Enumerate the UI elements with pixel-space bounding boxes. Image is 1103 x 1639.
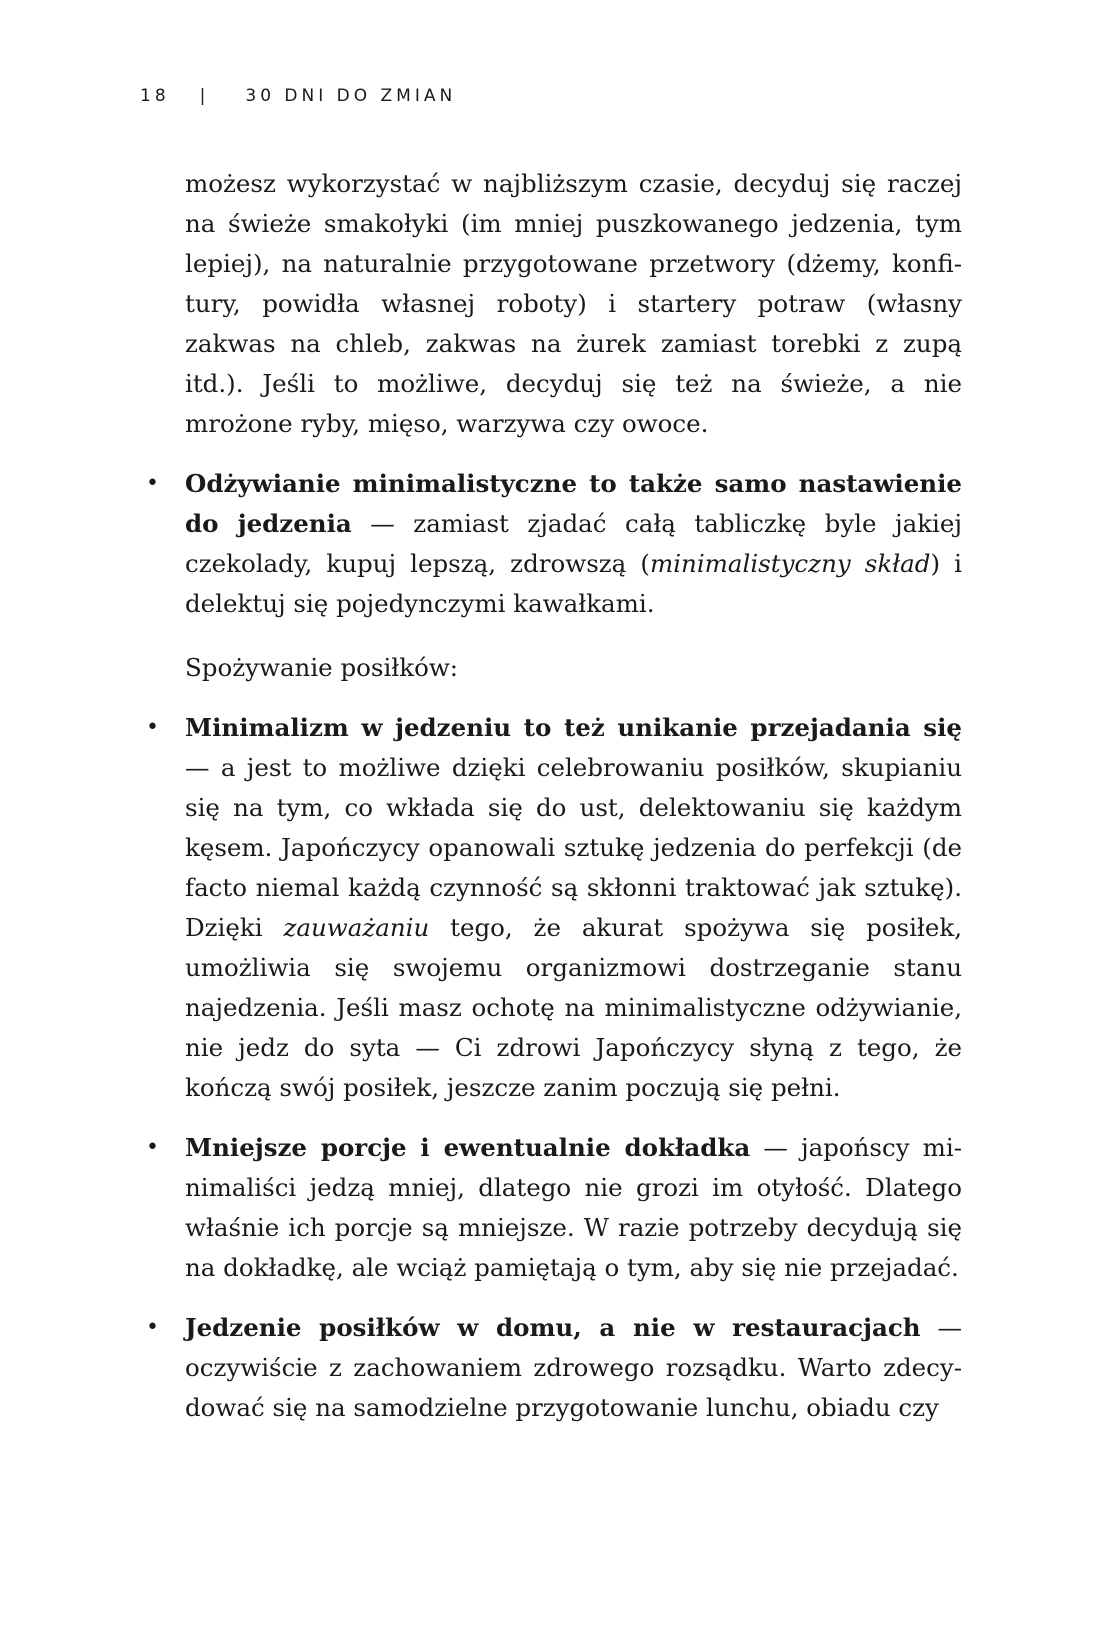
bullet-item xyxy=(140,708,962,1108)
bullet-heading: Odżywianie minimalistyczne to także samo nastawienie do jedzenia xyxy=(185,469,962,538)
bullet-italic: minimalistyczny skład xyxy=(649,549,931,578)
bullet-item xyxy=(140,1128,962,1288)
bullet-heading: Minimalizm w jedzeniu to też unikanie przejadania się xyxy=(185,713,962,742)
bullet-dot: • xyxy=(146,1315,159,1340)
bullet-text: — oczywiście z zachowaniem zdrowego rozsądku. Warto zdecydować się na samodzielne przygotowanie lunchu, obiadu czy xyxy=(185,1313,962,1422)
section-label: Spożywanie posiłków: xyxy=(185,653,459,682)
bullet-text: ) i delektuj się pojedynczymi kawałkami. xyxy=(185,549,962,618)
page-body xyxy=(140,164,962,1428)
bullet-text: — zamiast zjadać całą tabliczkę byle jakiej czekolady, kupuj lepszą, zdrowszą ( xyxy=(185,509,962,578)
page-number: 18 xyxy=(140,86,170,106)
bullet-heading: Mniejsze porcje i ewentualnie dokładka xyxy=(185,1133,751,1162)
intro-paragraph: możesz wykorzystać w najbliższym czasie, decyduj się raczej na świeże smakołyki (im mniej puszkowanego jedzenia, tym lepiej), na naturalnie przygotowane przetwory (dżemy, konfitury, powidła własnej roboty) i startery potraw (własny zakwas na chleb, zakwas na żurek zamiast torebki z zupą itd.). Jeśli to możliwe, decyduj się też na świeże, a nie mrożone ryby, mięso, warzywa czy owoce. xyxy=(185,169,962,438)
header-separator: | xyxy=(199,86,210,106)
book-title: 30 DNI DO ZMIAN xyxy=(245,86,457,106)
bullet-dot: • xyxy=(146,471,159,496)
bullet-item xyxy=(140,464,962,624)
bullet-dot: • xyxy=(146,715,159,740)
bullet-text: — a jest to możliwe dzięki celebrowaniu posiłków, skupianiu się na tym, co wkłada się do ust, delektowaniu się każdym kęsem. Japończycy opanowali sztukę jedzenia do perfekcji (de facto niemal każdą czynność są skłonni traktować jak sztukę). Dzięki xyxy=(185,753,962,942)
bullet-dot: • xyxy=(146,1135,159,1160)
bullet-text: tego, że akurat spożywa się posiłek, umożliwia się swojemu organizmowi dostrzeganie stanu najedzenia. Jeśli masz ochotę na minimalistyczne odżywianie, nie jedz do syta — Ci zdrowi Japończycy słyną z tego, że kończą swój posiłek, jeszcze zanim poczują się pełni. xyxy=(185,913,962,1102)
bullet-heading: Jedzenie posiłków w domu, a nie w restauracjach xyxy=(185,1313,921,1342)
bullet-text: — japońscy minimaliści jedzą mniej, dlatego nie grozi im otyłość. Dlatego właśnie ich porcje są mniejsze. W razie potrzeby decydują się na dokładkę, ale wciąż pamiętają o tym, aby się nie przejadać. xyxy=(185,1133,962,1282)
bullet-item xyxy=(140,1308,962,1428)
running-header xyxy=(140,86,456,106)
bullet-italic: zauważaniu xyxy=(283,913,430,942)
